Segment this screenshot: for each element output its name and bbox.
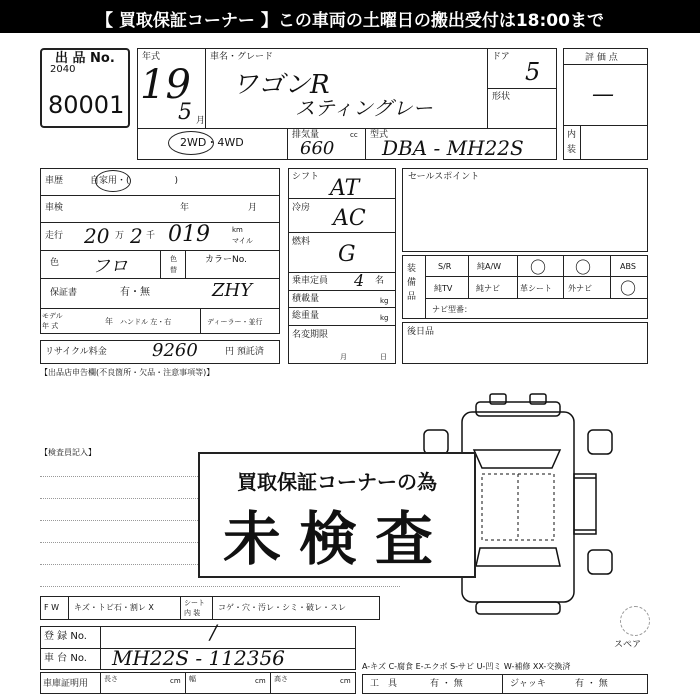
navi-model-label: ナビ型番：: [432, 305, 472, 314]
shift-label: シフト: [292, 172, 320, 182]
man-unit: 万: [115, 231, 125, 241]
equip-mark-4: 〇: [575, 258, 592, 277]
mileage-rest: 019: [168, 222, 210, 247]
stamp-line-1: 買取保証コーナーの為: [237, 470, 437, 494]
score-value: —: [592, 82, 614, 107]
disp-unit: cc: [350, 131, 358, 139]
shaken-year-unit: 年: [180, 203, 190, 213]
width-unit: cm: [255, 677, 266, 685]
equip-ext-navi: 外ナビ: [568, 284, 592, 293]
recycle-label: リサイクル料金: [45, 347, 107, 357]
seat-label-1: シート: [184, 599, 205, 607]
lot-label: 出 品 No.: [55, 51, 115, 66]
reg-label: 登 録 No.: [44, 631, 87, 642]
sen-unit: 千: [146, 231, 156, 241]
capacity-label: 乗車定員: [292, 276, 329, 286]
shape-label: 形状: [492, 92, 511, 102]
height-label: 高さ: [274, 675, 288, 683]
tools-label: 工 具: [370, 679, 398, 689]
width-label: 幅: [189, 675, 196, 683]
lot-number: 80001: [48, 91, 125, 119]
ac-label: 冷房: [292, 203, 311, 213]
length-label: 長さ: [104, 675, 118, 683]
equipment-label: 装備品: [407, 264, 417, 302]
mileage-man: 20: [84, 224, 110, 248]
capacity-value: 4: [354, 271, 365, 290]
seat-label-2: 内 装: [184, 609, 201, 617]
spare-label: スペア: [614, 640, 642, 650]
color-no-value: ZHY: [212, 280, 253, 301]
change-month: 月: [340, 353, 347, 361]
lot-sub: 2040: [50, 64, 76, 75]
fuel-value: G: [338, 242, 356, 267]
tools-value: 有 ・ 無: [430, 679, 463, 689]
rireki-label: 車歴: [45, 176, 64, 186]
banner-text: 【 買取保証コーナー 】この車両の土曜日の搬出受付は18:00まで: [96, 11, 604, 31]
shift-value: AT: [330, 176, 360, 201]
interior-label-2: 装: [567, 145, 577, 155]
fw-label: F W: [44, 603, 60, 612]
jack-value: 有 ・ 無: [575, 679, 608, 689]
score-label: 評 価 点: [585, 53, 618, 63]
capacity-unit: 名: [375, 276, 385, 286]
disp-value: 660: [300, 138, 335, 159]
equip-leather: 革シート: [520, 284, 552, 293]
change-day: 日: [380, 353, 387, 361]
month-unit: 月: [196, 116, 206, 126]
doors-label: ドア: [492, 52, 510, 62]
later-box: [402, 322, 648, 364]
type-value: DBA - MH22S: [382, 136, 524, 160]
seat-text: コゲ・穴・汚レ・シミ・破レ・スレ: [218, 603, 346, 612]
model-label: 車名・グレード: [210, 52, 274, 62]
doors-value: 5: [525, 58, 541, 86]
model-name: ワゴンR: [232, 70, 330, 100]
jack-label: ジャッキ: [510, 679, 546, 689]
reg-value: /: [210, 620, 217, 644]
equip-mark-5: 〇: [620, 279, 637, 298]
gross-unit: kg: [380, 314, 389, 322]
mileage-label: 走行: [45, 231, 64, 241]
model-year-label-2: 年 式: [42, 322, 59, 330]
dealer-label: ディーラー・並行: [207, 318, 263, 326]
ac-value: AC: [333, 206, 366, 231]
year-value: 19: [140, 62, 191, 108]
shipper-notes-label: 【出品店申告欄(不良箇所・欠品・注意事項等)】: [40, 368, 215, 377]
cert-label: 車庫証明用: [43, 679, 89, 689]
equip-navi: 純ナビ: [476, 284, 500, 293]
equip-sr: S/R: [438, 262, 452, 271]
recycle-unit: 円 預託済: [225, 347, 264, 357]
warranty-label: 保証書: [50, 288, 78, 298]
color-change-label-2: 替: [170, 266, 177, 274]
warranty-value: 有・無: [120, 287, 150, 298]
mile-unit: マイル: [232, 237, 253, 245]
handle-label: ハンドル 左・右: [120, 318, 172, 326]
rireki-value: 自家用・( ): [90, 176, 179, 186]
stamp-line-2: 未検査: [222, 505, 451, 573]
fuel-label: 燃料: [292, 237, 311, 247]
equip-aw: 純A/W: [477, 262, 502, 271]
change-label: 名変期限: [292, 330, 329, 340]
disp-label: 排気量: [292, 130, 320, 140]
color-no-label: カラーNo.: [205, 255, 247, 265]
shaken-label: 車検: [45, 203, 64, 213]
model-year-label-1: モデル: [42, 312, 63, 320]
later-label: 後日品: [407, 327, 435, 337]
model-year-unit: 年: [105, 317, 113, 326]
gross-label: 総重量: [292, 311, 320, 321]
month-value: 5: [178, 100, 192, 125]
shaken-month-unit: 月: [248, 203, 258, 213]
equip-mark-3: 〇: [530, 258, 547, 277]
drive-circle: [168, 131, 214, 155]
mileage-sen: 2: [130, 224, 143, 248]
km-unit: km: [232, 226, 243, 234]
type-label: 型式: [370, 130, 389, 140]
vin-value: MH22S - 112356: [112, 646, 285, 670]
recycle-value: 9260: [152, 340, 198, 361]
year-label: 年式: [142, 52, 161, 62]
height-unit: cm: [340, 677, 351, 685]
drive-label: 2WD・4WD: [180, 136, 244, 149]
equip-tv: 純TV: [434, 284, 453, 293]
sales-label: セールスポイント: [408, 172, 480, 182]
load-label: 積載量: [292, 294, 320, 304]
grade-name: スティングレー: [295, 96, 433, 120]
color-label: 色: [50, 258, 60, 268]
rireki-circle: [95, 170, 131, 192]
interior-label: 内: [567, 130, 577, 140]
color-value: フロ: [92, 256, 128, 277]
fw-text: キズ・トビ石・割レ X: [74, 603, 154, 612]
length-unit: cm: [170, 677, 181, 685]
load-unit: kg: [380, 297, 389, 305]
color-change-label-1: 色: [170, 255, 177, 263]
equip-abs: ABS: [620, 262, 636, 271]
damage-legend: A-キズ C-腐食 E-エクボ S-サビ U-凹ミ W-補修 XX-交換済: [362, 662, 571, 671]
inspector-notes-label: 【検査員記入】: [40, 448, 96, 457]
vin-label: 車 台 No.: [44, 653, 87, 664]
spare-tire-icon: [620, 606, 650, 636]
